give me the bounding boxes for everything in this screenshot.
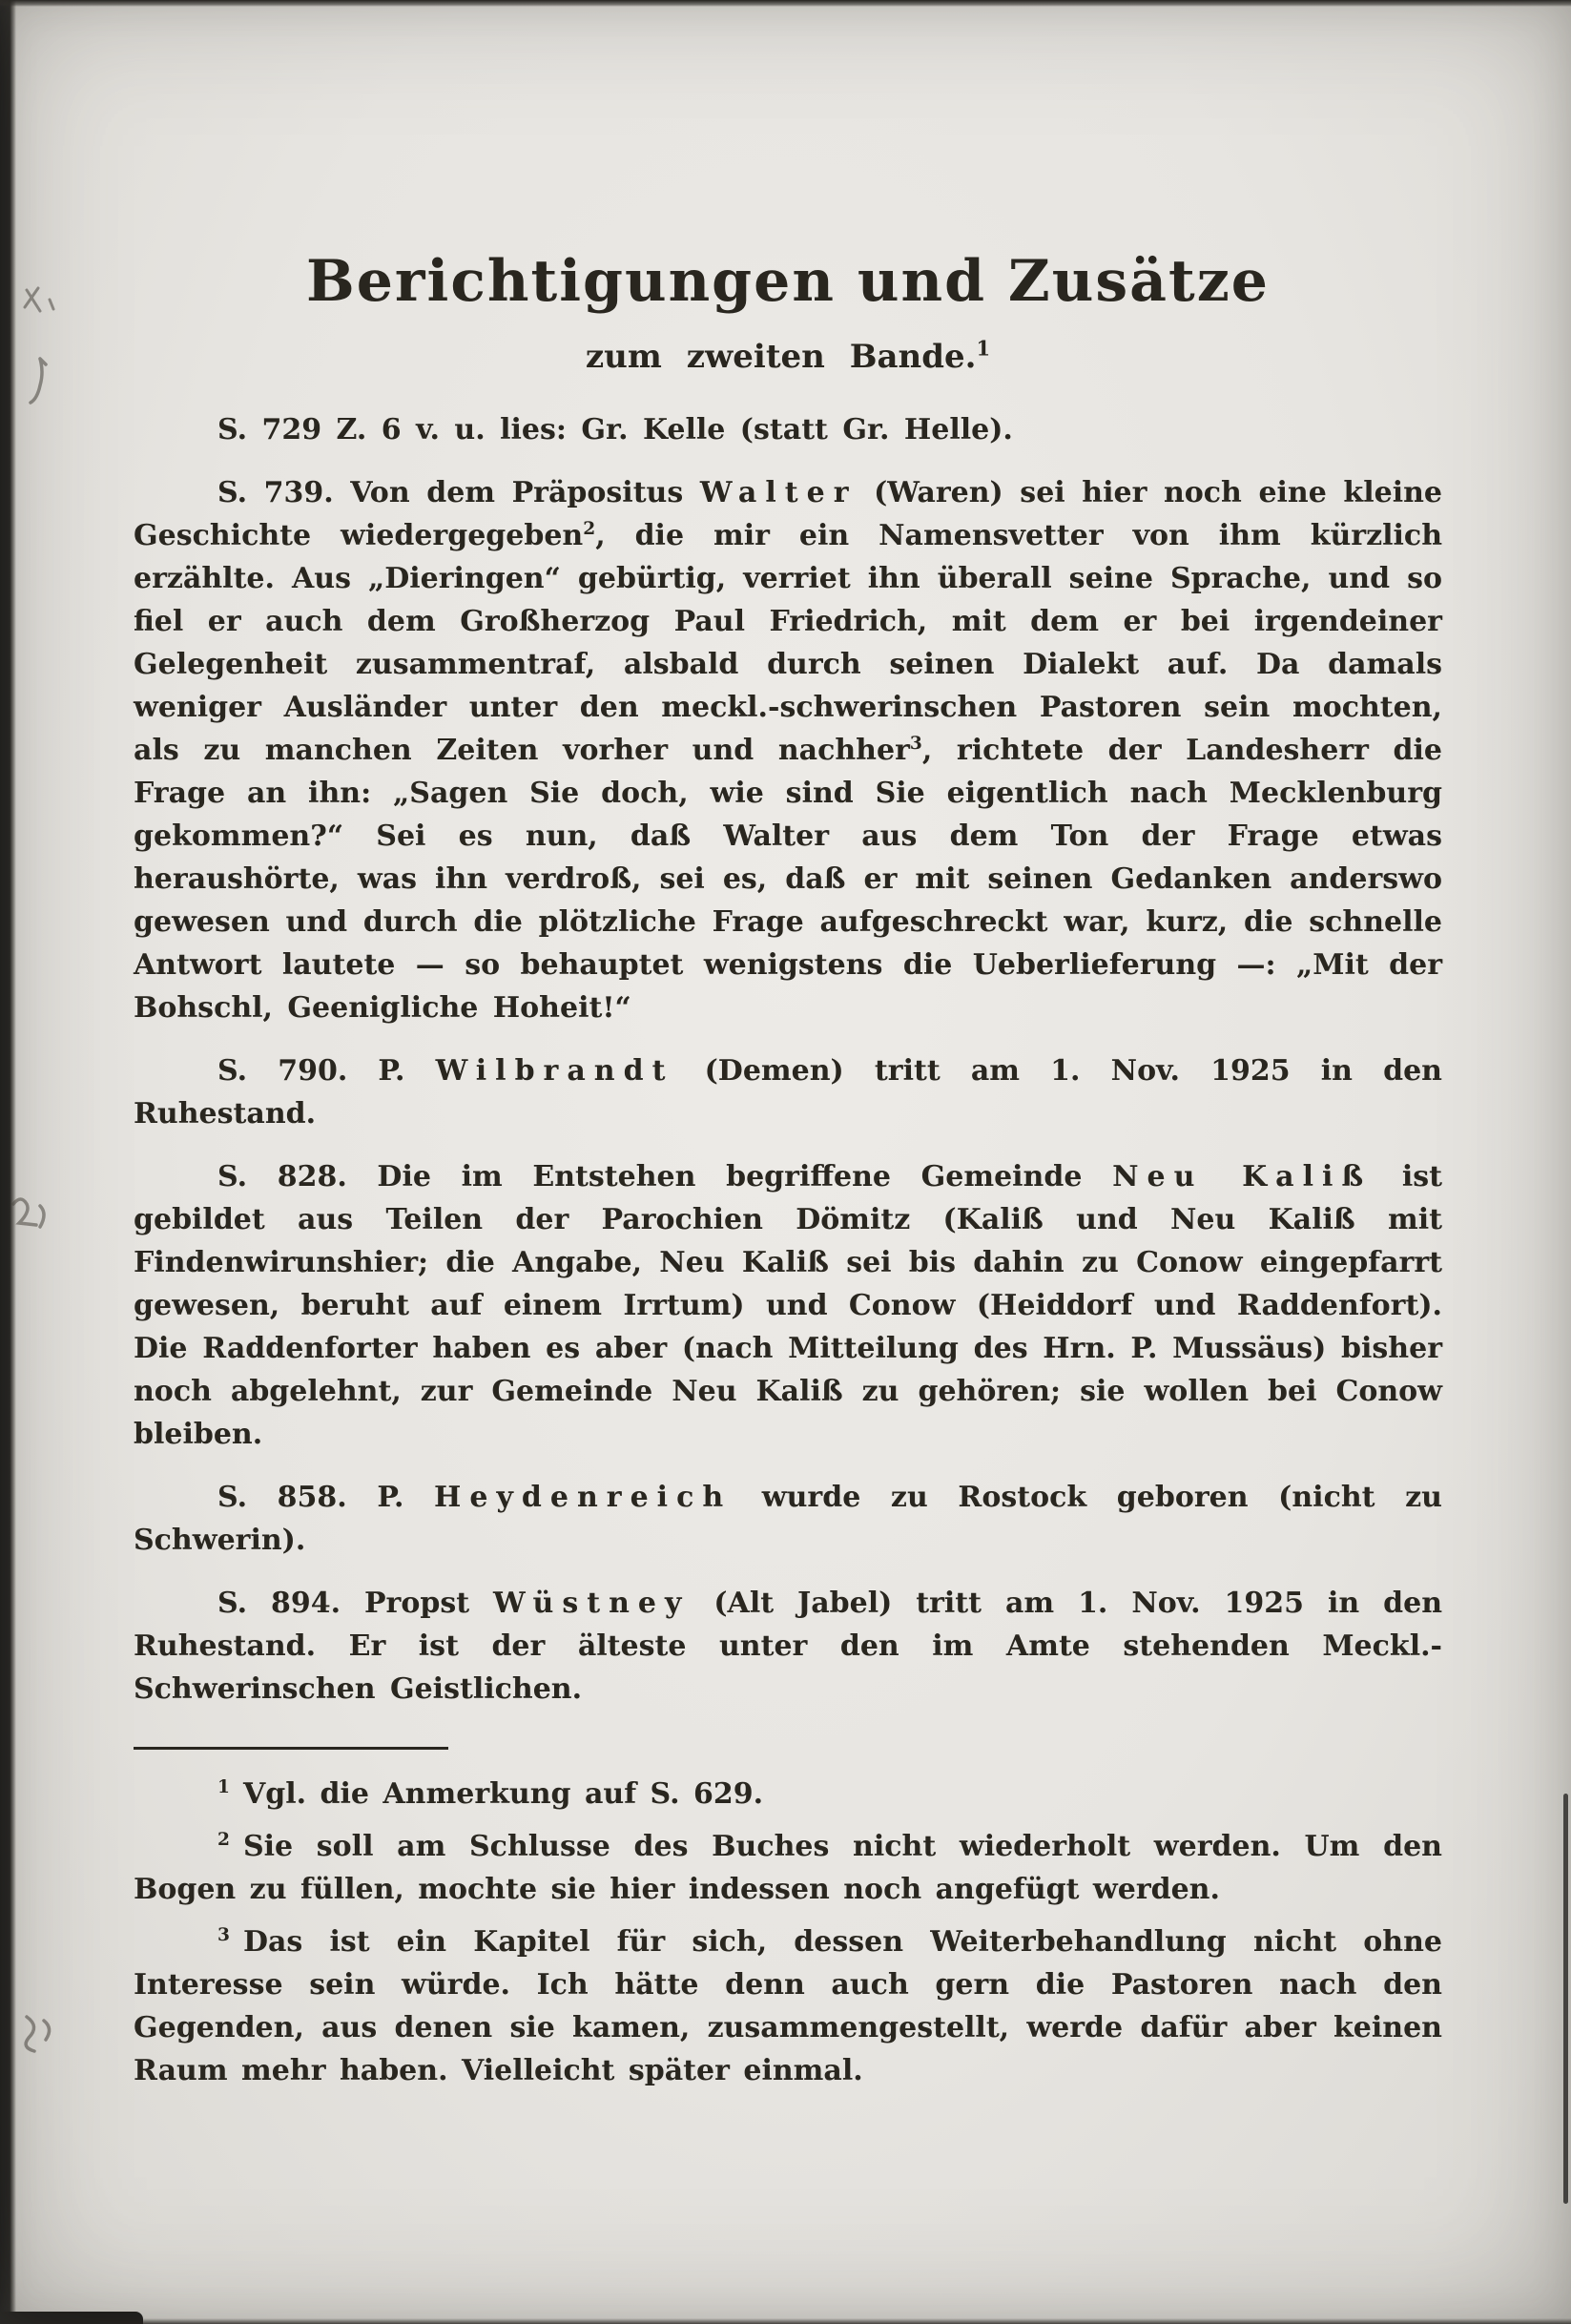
text-run: ist gebildet aus Teilen der Parochien Dömitz (Kaliß und Neu Kaliß mit Findenwirunshier; die Angabe, Neu Kaliß sei bis dahin zu Conow eingepfarrt gewesen, beruht auf einem Irrtum) und Conow (Heiddorf und Raddenfort). Die Raddenforter haben es aber (nach Mitteilung des Hrn. P. Mussäus) bisher noch abgelehnt, zur Gemeinde Neu Kaliß zu gehören; sie wollen bei Conow bleiben. <box>134 1160 1442 1451</box>
subtitle-text: zum zweiten Bande. <box>585 338 977 376</box>
page-edge-bottom <box>0 2318 1571 2324</box>
pencil-mark-icon <box>19 2011 57 2055</box>
footnote-2 <box>134 1825 1442 1911</box>
footnote-separator <box>134 1747 448 1750</box>
text-run: , richtete der Landesherr die Frage an ihn: „Sagen Sie doch, wie sind Sie eigentlich nach Mecklenburg gekommen?“ Sei es nun, daß Walter aus dem Ton der Frage etwas heraushörte, was ihn verdroß, sei es, daß er mit seinen Gedanken anderswo gewesen und durch die plötzliche Frage aufgeschreckt war, kurz, die schnelle Antwort lautete — so behauptet wenigstens die Ueberlieferung —: „Mit der Bohschl, Geenigliche Hoheit!“ <box>134 734 1443 1025</box>
book-spine-shadow <box>0 0 16 2324</box>
footnote-ref: 3 <box>909 734 922 754</box>
footnotes-section <box>134 1773 1442 2092</box>
text-run: S. 858. P. <box>217 1481 435 1514</box>
spaced-person-name: Neu Kaliß <box>1112 1160 1373 1193</box>
spaced-person-name: Heydenreich <box>434 1481 733 1514</box>
text-run: S. 729 Z. 6 v. u. lies: Gr. Kelle (statt Gr. Helle). <box>217 413 1013 446</box>
footnote-number: 2 <box>217 1830 230 1850</box>
page-subtitle <box>134 338 1442 376</box>
footnote-3 <box>134 1920 1442 2092</box>
footnote-ref: 2 <box>583 519 596 539</box>
pencil-mark-icon <box>25 355 53 408</box>
spaced-person-name: Wüstney <box>493 1587 691 1620</box>
correction-entry-s894 <box>134 1582 1442 1711</box>
correction-entry-s790 <box>134 1049 1442 1135</box>
page-edge-bottom-left-corner <box>0 2312 143 2324</box>
text-run: , die mir ein Namensvetter von ihm kürzlich erzählte. Aus „Dieringen“ gebürtig, verriet ihn überall seine Sprache, und so fiel er auch dem Großherzog Paul Friedrich, mit dem er bei irgendeiner Gelegenheit zusammentraf, alsbald durch seinen Dialekt auf. Da damals weniger Ausländer unter den meckl.-schwerinschen Pastoren sein mochten, als zu manchen Zeiten vorher und nachher <box>134 519 1443 767</box>
spaced-person-name: Walter <box>699 476 858 509</box>
correction-entry-s828 <box>134 1155 1442 1456</box>
pencil-mark-icon <box>21 282 59 321</box>
footnote-text: Das ist ein Kapitel für sich, dessen Weiterbehandlung nicht ohne Interesse sein würde. Ich hätte denn auch gern die Pastoren nach den Gegenden, aus denen sie kamen, zusammengestellt, werde dafür aber keinen Raum mehr haben. Vielleicht später einmal. <box>134 1925 1442 2087</box>
text-run: (Alt Jabel) tritt am 1. Nov. 1925 in den Ruhestand. Er ist der älteste unter den im Amte stehenden Meckl.-Schwerinschen Geistlichen. <box>134 1587 1443 1706</box>
page-edge-right <box>1563 1794 1568 2204</box>
footnote-number: 3 <box>217 1925 230 1945</box>
page-title: Berichtigungen und Zusätze <box>306 248 1270 315</box>
text-run: S. 894. Propst <box>217 1587 494 1620</box>
spaced-person-name: Wilbrandt <box>435 1054 674 1088</box>
correction-entry-s739 <box>134 471 1442 1029</box>
correction-entry-s858 <box>134 1476 1442 1562</box>
text-run: (Demen) tritt am 1. Nov. 1925 in den Ruhestand. <box>134 1054 1442 1131</box>
text-run: S. 790. P. <box>217 1054 436 1088</box>
text-run: wurde zu Rostock geboren (nicht zu Schwerin). <box>134 1481 1442 1557</box>
text-run: (Waren) sei hier noch eine kleine Geschichte wiedergegeben <box>134 476 1442 552</box>
footnote-text: Sie soll am Schlusse des Buches nicht wiederholt werden. Um den Bogen zu füllen, mochte sie hier indessen noch angefügt werden. <box>134 1830 1442 1906</box>
footnote-text: Vgl. die Anmerkung auf S. 629. <box>242 1777 764 1811</box>
footnote-number: 1 <box>217 1777 230 1797</box>
text-run: S. 828. Die im Entstehen begriffene Gemeinde <box>217 1160 1113 1193</box>
pencil-mark-icon <box>8 1191 50 1240</box>
text-run: S. 739. Von dem Präpositus <box>217 476 700 509</box>
footnote-ref: 1 <box>976 336 991 361</box>
text-block <box>134 0 1442 2102</box>
corrections-list <box>134 408 1442 1711</box>
footnote-1 <box>134 1773 1442 1816</box>
correction-entry-s729 <box>134 408 1442 451</box>
